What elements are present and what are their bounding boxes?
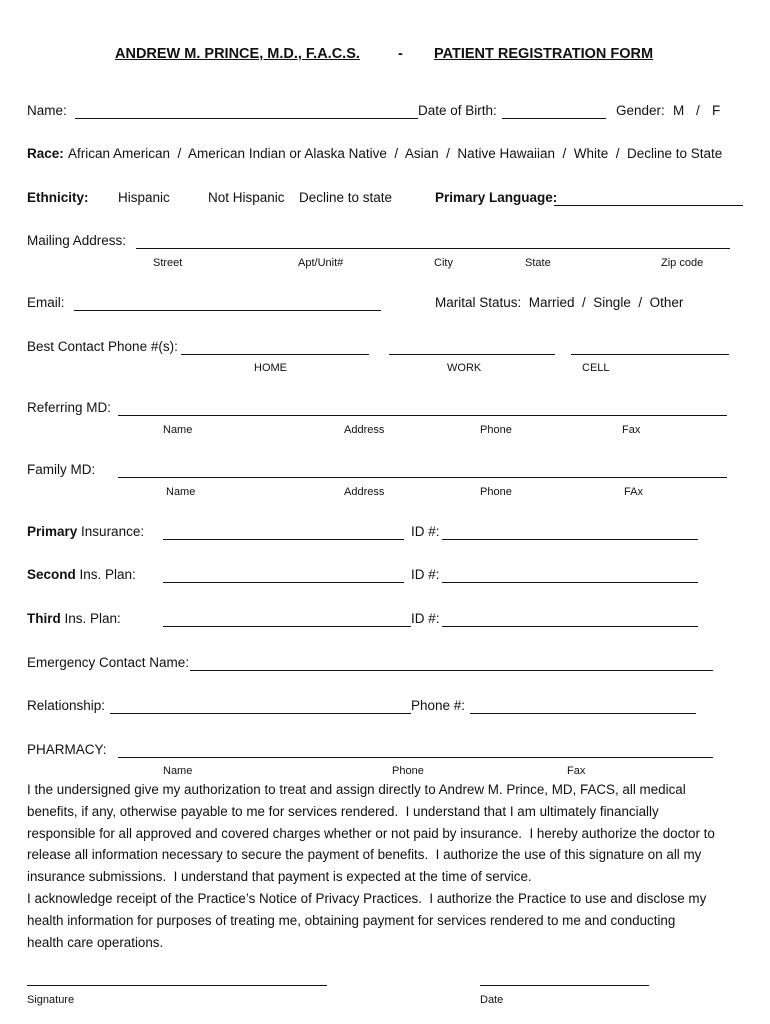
zip-caption: Zip code [661, 257, 704, 269]
name-field[interactable] [75, 118, 418, 119]
emergency-contact-field[interactable] [190, 670, 713, 671]
pharmacy-fax-caption: Fax [567, 765, 586, 777]
referring-md-label: Referring MD: [27, 400, 112, 415]
home-caption: HOME [254, 362, 287, 374]
phone-label: Best Contact Phone #(s): [27, 339, 178, 354]
family-md-label: Family MD: [27, 462, 96, 477]
header-dash: - [398, 46, 403, 62]
primary-insurance-rest: Insurance: [77, 524, 145, 539]
consent-line: release all information necessary to secure the payment of benefits. I authorize the use of this signature on all my [27, 847, 702, 863]
consent-line: health care operations. [27, 934, 164, 950]
date-field[interactable] [480, 985, 649, 986]
gender-separator: / [696, 103, 700, 118]
street-caption: Street [153, 257, 183, 269]
relationship-phone-field[interactable] [470, 713, 696, 714]
family-fax-caption: FAx [624, 486, 643, 498]
primary-insurance-bold: Primary [27, 524, 78, 539]
relationship-label: Relationship: [27, 698, 106, 713]
dob-label: Date of Birth: [418, 103, 497, 118]
apt-caption: Apt/Unit# [298, 257, 344, 269]
primary-insurance-label [27, 524, 144, 540]
form-title: PATIENT REGISTRATION FORM [434, 46, 654, 62]
name-label: Name: [27, 103, 67, 118]
emergency-contact-label: Emergency Contact Name: [27, 655, 190, 670]
pharmacy-phone-caption: Phone [392, 765, 424, 777]
third-id-label: ID #: [411, 611, 440, 626]
home-phone-field[interactable] [181, 354, 369, 355]
referring-phone-caption: Phone [480, 424, 512, 436]
email-field[interactable] [74, 310, 381, 311]
ethnicity-hispanic[interactable]: Hispanic [118, 190, 170, 205]
second-id-label: ID #: [411, 567, 440, 582]
primary-language-field[interactable] [554, 205, 743, 206]
referring-name-caption: Name [163, 424, 193, 436]
third-insurance-label [27, 611, 121, 627]
doctor-name: ANDREW M. PRINCE, M.D., F.A.C.S. [115, 46, 360, 62]
consent-line: health information for purposes of treating me, obtaining payment for services rendered to me and conducting [27, 912, 676, 928]
third-insurance-rest: Ins. Plan: [60, 611, 121, 626]
family-address-caption: Address [344, 486, 385, 498]
gender-option-m[interactable]: M [673, 103, 685, 118]
race-options[interactable]: African American / American Indian or Alaska Native / Asian / Native Hawaiian / White / Decline to State [68, 146, 723, 161]
family-name-caption: Name [166, 486, 196, 498]
second-insurance-bold: Second [27, 567, 76, 582]
gender-label: Gender: [616, 103, 665, 118]
gender-option-f[interactable]: F [712, 103, 721, 118]
ethnicity-label: Ethnicity: [27, 190, 89, 205]
consent-line: responsible for all approved and covered charges whether or not paid by insurance. I hereby authorize the doctor to [27, 825, 715, 841]
third-insurance-field[interactable] [163, 626, 411, 627]
referring-fax-caption: Fax [622, 424, 641, 436]
consent-line: I acknowledge receipt of the Practice’s Notice of Privacy Practices. I authorize the Practice to use and disclose my [27, 890, 707, 906]
consent-line: insurance submissions. I understand that payment is expected at the time of service. [27, 869, 532, 885]
referring-md-field[interactable] [118, 415, 727, 416]
relationship-field[interactable] [110, 713, 411, 714]
referring-address-caption: Address [344, 424, 385, 436]
signature-caption: Signature [27, 994, 75, 1006]
second-insurance-field[interactable] [163, 582, 404, 583]
marital-status[interactable]: Marital Status: Married / Single / Other [435, 295, 684, 310]
ethnicity-decline[interactable]: Decline to state [299, 190, 393, 205]
race-label: Race: [27, 146, 64, 161]
work-caption: WORK [447, 362, 482, 374]
third-id-field[interactable] [442, 626, 698, 627]
signature-field[interactable] [27, 985, 327, 986]
relationship-phone-label: Phone #: [411, 698, 466, 713]
second-insurance-label [27, 567, 136, 583]
state-caption: State [525, 257, 551, 269]
mailing-address-field[interactable] [136, 248, 730, 249]
cell-caption: CELL [582, 362, 610, 374]
primary-id-label: ID #: [411, 524, 440, 539]
pharmacy-field[interactable] [118, 757, 713, 758]
second-id-field[interactable] [442, 582, 698, 583]
pharmacy-name-caption: Name [163, 765, 193, 777]
city-caption: City [434, 257, 453, 269]
email-label: Email: [27, 295, 65, 310]
ethnicity-not-hispanic[interactable]: Not Hispanic [208, 190, 285, 205]
third-insurance-bold: Third [27, 611, 61, 626]
consent-line: benefits, if any, otherwise payable to me for services rendered. I understand that I am ultimately financially [27, 803, 659, 819]
mailing-address-label: Mailing Address: [27, 233, 127, 248]
pharmacy-label: PHARMACY: [27, 742, 107, 757]
date-caption: Date [480, 994, 504, 1006]
cell-phone-field[interactable] [571, 354, 729, 355]
consent-line: I the undersigned give my authorization to treat and assign directly to Andrew M. Prince, MD, FACS, all medical [27, 782, 686, 797]
consent-paragraph [27, 779, 747, 953]
dob-field[interactable] [502, 118, 606, 119]
work-phone-field[interactable] [389, 354, 555, 355]
family-phone-caption: Phone [480, 486, 512, 498]
second-insurance-rest: Ins. Plan: [75, 567, 136, 582]
primary-insurance-field[interactable] [163, 539, 404, 540]
family-md-field[interactable] [118, 477, 727, 478]
primary-id-field[interactable] [442, 539, 698, 540]
primary-language-label: Primary Language: [435, 190, 558, 205]
